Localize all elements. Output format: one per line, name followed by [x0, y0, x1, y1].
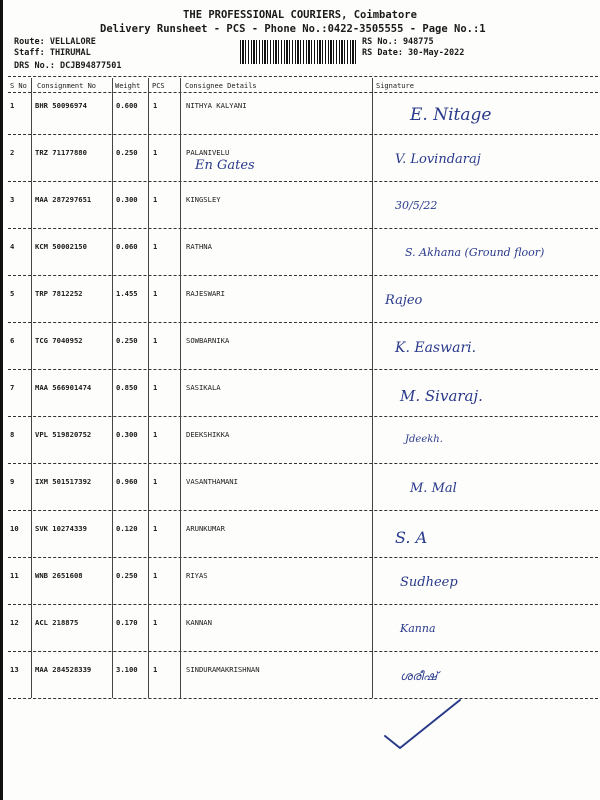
handwritten-note: En Gates [195, 158, 255, 173]
cell-consignment: WNB 2651608 [35, 571, 83, 580]
cell-consignment: TRZ 71177880 [35, 148, 87, 157]
cell-consignee: ARUNKUMAR [186, 524, 225, 533]
document-title: THE PROFESSIONAL COURIERS, Coimbatore [183, 9, 417, 21]
cell-consignment: MAA 284528339 [35, 665, 92, 674]
cell-consignee: RIYAS [186, 571, 208, 580]
cell-pcs: 1 [153, 571, 158, 580]
rs-date: RS Date: 30-May-2022 [362, 48, 465, 58]
signature: Sudheep [400, 575, 458, 590]
cell-weight: 0.300 [116, 430, 138, 439]
cell-sno: 2 [10, 148, 15, 157]
cell-pcs: 1 [153, 148, 158, 157]
cell-pcs: 1 [153, 289, 158, 298]
cell-sno: 10 [10, 524, 19, 533]
cell-sno: 7 [10, 383, 15, 392]
cell-consignee: RATHNA [186, 242, 212, 251]
cell-sno: 5 [10, 289, 15, 298]
cell-weight: 3.100 [116, 665, 138, 674]
cell-pcs: 1 [153, 383, 158, 392]
cell-consignee: KINGSLEY [186, 195, 221, 204]
cell-sno: 13 [10, 665, 19, 674]
cell-pcs: 1 [153, 665, 158, 674]
cell-consignment: KCM 50002150 [35, 242, 87, 251]
cell-consignment: ACL 218875 [35, 618, 79, 627]
signature: K. Easwari. [395, 340, 477, 356]
route-label: Route: VELLALORE [14, 37, 96, 47]
cell-consignee: SASIKALA [186, 383, 221, 392]
cell-consignee: RAJESWARI [186, 289, 225, 298]
cell-pcs: 1 [153, 618, 158, 627]
cell-pcs: 1 [153, 242, 158, 251]
cell-weight: 0.250 [116, 336, 138, 345]
cell-weight: 0.960 [116, 477, 138, 486]
rs-number: RS No.: 948775 [362, 37, 434, 47]
signature: Rajeo [385, 293, 423, 308]
col-pcs: PCS [152, 82, 165, 90]
signature: 30/5/22 [395, 199, 438, 212]
cell-pcs: 1 [153, 101, 158, 110]
cell-consignment: MAA 287297651 [35, 195, 92, 204]
signature: M. Mal [410, 481, 457, 496]
cell-consignee: VASANTHAMANI [186, 477, 238, 486]
cell-consignee: NITHYA KALYANI [186, 101, 247, 110]
cell-sno: 3 [10, 195, 15, 204]
cell-consignment: BHR 50096974 [35, 101, 87, 110]
cell-sno: 6 [10, 336, 15, 345]
cell-sno: 9 [10, 477, 15, 486]
cell-weight: 1.455 [116, 289, 138, 298]
col-signature: Signature [376, 82, 414, 90]
cell-weight: 0.120 [116, 524, 138, 533]
signature: M. Sivaraj. [400, 387, 483, 405]
col-consignment: Consignment No [37, 82, 97, 90]
document-subtitle: Delivery Runsheet - PCS - Phone No.:0422-3505555 - Page No.:1 [100, 23, 486, 35]
cell-consignment: MAA 566901474 [35, 383, 92, 392]
signature: V. Lovindaraj [395, 152, 481, 167]
signature: E. Nitage [410, 105, 492, 125]
cell-consignee: DEEKSHIKKA [186, 430, 230, 439]
cell-pcs: 1 [153, 477, 158, 486]
signature: ശരീഷ് [400, 669, 438, 683]
drs-number: DRS No.: DCJB94877501 [14, 61, 122, 71]
cell-pcs: 1 [153, 524, 158, 533]
signature: Jdeekh. [405, 434, 443, 445]
cell-consignment: SVK 10274339 [35, 524, 87, 533]
cell-weight: 0.300 [116, 195, 138, 204]
staff-label: Staff: THIRUMAL [14, 48, 91, 58]
cell-consignee: KANNAN [186, 618, 212, 627]
cell-sno: 12 [10, 618, 19, 627]
col-sno: S No [10, 82, 27, 90]
cell-sno: 4 [10, 242, 15, 251]
col-weight: Weight [115, 82, 141, 90]
signature: S. A [395, 528, 428, 547]
cell-consignee: SINDURAMAKRISHNAN [186, 665, 260, 674]
cell-weight: 0.250 [116, 571, 138, 580]
signature: S. Akhana (Ground floor) [405, 246, 545, 259]
cell-pcs: 1 [153, 336, 158, 345]
cell-pcs: 1 [153, 430, 158, 439]
cell-sno: 1 [10, 101, 15, 110]
cell-consignment: IXM 501517392 [35, 477, 92, 486]
signature: Kanna [400, 622, 436, 635]
cell-consignment: TRP 7812252 [35, 289, 83, 298]
cell-weight: 0.250 [116, 148, 138, 157]
cell-consignment: TCG 7040952 [35, 336, 83, 345]
cell-consignee: PALANIVELU [186, 148, 230, 157]
col-consignee: Consignee Details [185, 82, 257, 90]
cell-pcs: 1 [153, 195, 158, 204]
cell-weight: 0.600 [116, 101, 138, 110]
cell-consignment: VPL 519820752 [35, 430, 92, 439]
cell-weight: 0.170 [116, 618, 138, 627]
cell-consignee: SOWBARNIKA [186, 336, 230, 345]
cell-weight: 0.850 [116, 383, 138, 392]
cell-sno: 8 [10, 430, 15, 439]
cell-weight: 0.060 [116, 242, 138, 251]
cell-sno: 11 [10, 571, 19, 580]
